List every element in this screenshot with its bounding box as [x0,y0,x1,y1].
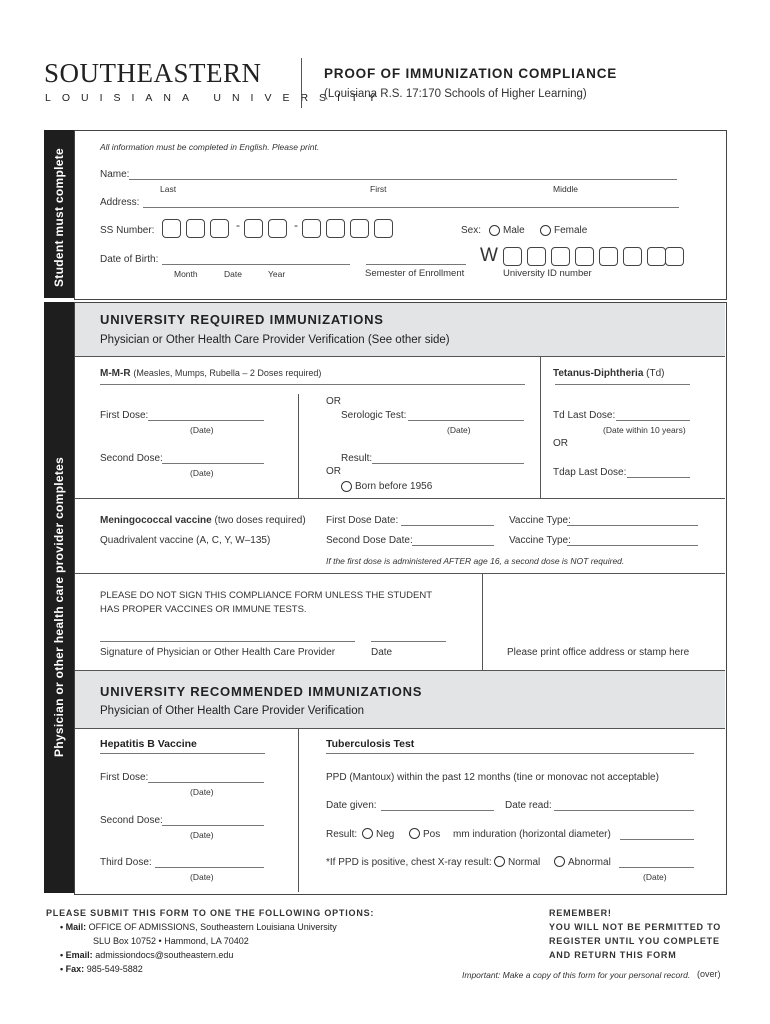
w-prefix: W [480,245,498,266]
pos-label: Pos [423,829,441,840]
date-given-field[interactable] [381,810,494,811]
signature-label: Signature of Physician or Other Health Care Provider [100,647,336,658]
td-heading [553,368,665,379]
first-label: First [370,184,387,194]
or-text: OR [326,466,341,477]
important-note: Important: Make a copy of this form for your personal record. [462,970,691,980]
recommended-title: UNIVERSITY RECOMMENDED IMMUNIZATIONS [100,684,423,699]
mmr-desc: (Measles, Mumps, Rubella – 2 Doses required) [133,368,322,378]
email-line [60,950,233,960]
instructions: All information must be completed in English. Please print. [100,142,320,152]
date-paren: (Date) [643,872,667,882]
ssn-digit[interactable] [268,219,287,238]
mm-label: mm induration (horizontal diameter) [453,829,611,840]
ssn-label: SS Number: [100,225,155,236]
stamp-label: Please print office address or stamp here [507,647,690,658]
normal-label: Normal [508,857,541,868]
vaccine-type-label: Vaccine Type: [509,535,571,546]
ssn-digit[interactable] [302,219,321,238]
serologic-label: Serologic Test: [341,410,407,421]
hepb-second-label: Second Dose: [100,815,163,826]
mail-address: OFFICE OF ADMISSIONS, Southeastern Louisiana University [88,922,337,932]
date-paren: (Date) [447,425,471,435]
mening-second-date-field[interactable] [412,545,494,546]
date-given-label: Date given: [326,800,377,811]
ssn-dash: - [294,218,298,232]
hepb-second-field[interactable] [162,825,264,826]
td-abbr: (Td) [646,368,665,379]
signature-date-label: Date [371,647,393,658]
abnormal-radio[interactable] [554,856,565,867]
quad-label: Quadrivalent vaccine (A, C, Y, W–135) [100,535,271,546]
id-digit[interactable] [647,247,666,266]
fax-label: • Fax: [60,964,85,974]
hepb-third-label: Third Dose: [100,857,152,868]
id-digit[interactable] [503,247,522,266]
date-read-label: Date read: [505,800,552,811]
first-dose-date-label: First Dose Date: [326,515,399,526]
ssn-digit[interactable] [244,219,263,238]
year-label: Year [268,269,286,279]
tdap-last-label: Tdap Last Dose: [553,467,627,478]
dob-label: Date of Birth: [100,254,159,265]
vaccine-type-label: Vaccine Type: [509,515,571,526]
sidebar-student-text: Student must complete [52,148,66,287]
warning-line-1: PLEASE DO NOT SIGN THIS COMPLIANCE FORM UNLESS THE STUDENT [100,590,433,601]
xray-label: *If PPD is positive, chest X-ray result: [326,857,492,868]
dob-field[interactable] [162,264,350,265]
date-paren: (Date) [190,468,214,478]
second-dose-date-label: Second Dose Date: [326,535,413,546]
age-note: If the first dose is administered AFTER age 16, a second dose is NOT required. [326,556,625,566]
id-digit[interactable] [551,247,570,266]
mail-address-2: SLU Box 10752 • Hammond, LA 70402 [93,936,249,946]
mail-label: • Mail: [60,922,87,932]
ppd-text: PPD (Mantoux) within the past 12 months (tine or monovac not acceptable) [326,772,659,783]
mmr-first-dose-label: First Dose: [100,410,149,421]
ssn-digit[interactable] [374,219,393,238]
recommended-subtitle: Physician of Other Health Care Provider Verification [100,705,364,717]
mail-line [60,922,337,932]
recommended-header-bg [75,671,725,728]
result-label: Result: [341,453,373,464]
hepb-title: Hepatitis B Vaccine [100,738,197,750]
date-label: Date [224,269,242,279]
born-before-label: Born before 1956 [355,481,433,492]
email-label: • Email: [60,950,93,960]
sidebar-provider-text: Physician or other health care provider completes [52,456,66,757]
normal-radio[interactable] [494,856,505,867]
date-paren: (Date) [190,830,214,840]
ssn-digit[interactable] [186,219,205,238]
hepb-first-label: First Dose: [100,772,149,783]
serologic-field[interactable] [408,420,524,421]
fax-line [60,964,143,974]
remember-heading: REMEMBER! [549,908,612,918]
month-label: Month [174,269,198,279]
required-title: UNIVERSITY REQUIRED IMMUNIZATIONS [100,312,384,327]
abnormal-label: Abnormal [568,857,611,868]
warning-line-2: HAS PROPER VACCINES OR IMMUNE TESTS. [100,604,307,615]
signature-date-field[interactable] [371,641,446,642]
pos-radio[interactable] [409,828,420,839]
mening-first-date-field[interactable] [401,525,494,526]
id-digit[interactable] [575,247,594,266]
submit-heading: PLEASE SUBMIT THIS FORM TO ONE THE FOLLOWING OPTIONS: [46,908,375,918]
mmr-second-dose-field[interactable] [162,463,264,464]
td-title: Tetanus-Diphtheria [553,368,644,379]
form-subtitle: (Louisiana R.S. 17:170 Schools of Higher Learning) [324,88,587,100]
ssn-digit[interactable] [350,219,369,238]
address-label: Address: [100,197,140,208]
neg-radio[interactable] [362,828,373,839]
sidebar-student [44,130,74,298]
mmr-title: M-M-R [100,368,131,379]
result-field[interactable] [372,463,524,464]
ssn-dash: - [236,218,240,232]
vaccine-type-field-2[interactable] [567,545,698,546]
address-field[interactable] [143,207,679,208]
semester-field[interactable] [366,264,466,265]
mening-heading [100,515,306,526]
form-title: PROOF OF IMMUNIZATION COMPLIANCE [324,66,618,81]
date-paren: (Date) [190,872,214,882]
sex-label: Sex: [461,225,482,236]
tb-title: Tuberculosis Test [326,738,415,750]
id-digit[interactable] [527,247,546,266]
mening-desc: (two doses required) [214,515,306,526]
date-paren: (Date) [190,787,214,797]
remember-line-3: AND RETURN THIS FORM [549,950,677,960]
mm-field[interactable] [620,839,694,840]
email-address[interactable]: admissiondocs@southeastern.edu [95,950,234,960]
semester-label: Semester of Enrollment [365,268,465,279]
logo-sub: LOUISIANA UNIVERSITY [45,92,387,104]
female-radio[interactable] [540,225,551,236]
tdap-last-field[interactable] [627,477,690,478]
td-last-label: Td Last Dose: [553,410,616,421]
neg-label: Neg [376,829,395,840]
last-label: Last [160,184,177,194]
date-paren: (Date) [190,425,214,435]
name-label: Name: [100,169,130,180]
remember-line-1: YOU WILL NOT BE PERMITTED TO [549,922,722,932]
name-field[interactable] [129,179,677,180]
female-label: Female [554,225,588,236]
or-text: OR [326,396,341,407]
tb-result-label: Result: [326,829,358,840]
header-divider [301,58,302,108]
male-radio[interactable] [489,225,500,236]
logo-main: SOUTHEASTERN [44,58,262,88]
univ-id-label: University ID number [503,268,592,279]
sidebar-provider [44,302,74,893]
required-subtitle: Physician or Other Health Care Provider Verification (See other side) [100,334,450,346]
mening-title: Meningococcal vaccine [100,515,212,526]
hepb-third-field[interactable] [155,867,264,868]
middle-label: Middle [553,184,579,194]
id-digit[interactable] [599,247,618,266]
mmr-first-dose-field[interactable] [148,420,264,421]
ssn-digit[interactable] [326,219,345,238]
id-digit[interactable] [665,247,684,266]
ssn-digit[interactable] [162,219,181,238]
or-text: OR [553,438,568,449]
mmr-second-dose-label: Second Dose: [100,453,163,464]
signature-field[interactable] [100,641,355,642]
fax-number: 985-549-5882 [86,964,143,974]
over-label: (over) [697,969,721,979]
male-label: Male [503,225,525,236]
td-within: (Date within 10 years) [603,425,686,435]
td-last-field[interactable] [616,420,690,421]
id-digit[interactable] [623,247,642,266]
mmr-heading [100,368,321,379]
vaccine-type-field-1[interactable] [567,525,698,526]
ssn-digit[interactable] [210,219,229,238]
xray-date-field[interactable] [619,867,694,868]
date-read-field[interactable] [554,810,694,811]
remember-line-2: REGISTER UNTIL YOU COMPLETE [549,936,720,946]
hepb-first-field[interactable] [148,782,264,783]
born-before-radio[interactable] [341,481,352,492]
required-header-bg [75,303,725,356]
